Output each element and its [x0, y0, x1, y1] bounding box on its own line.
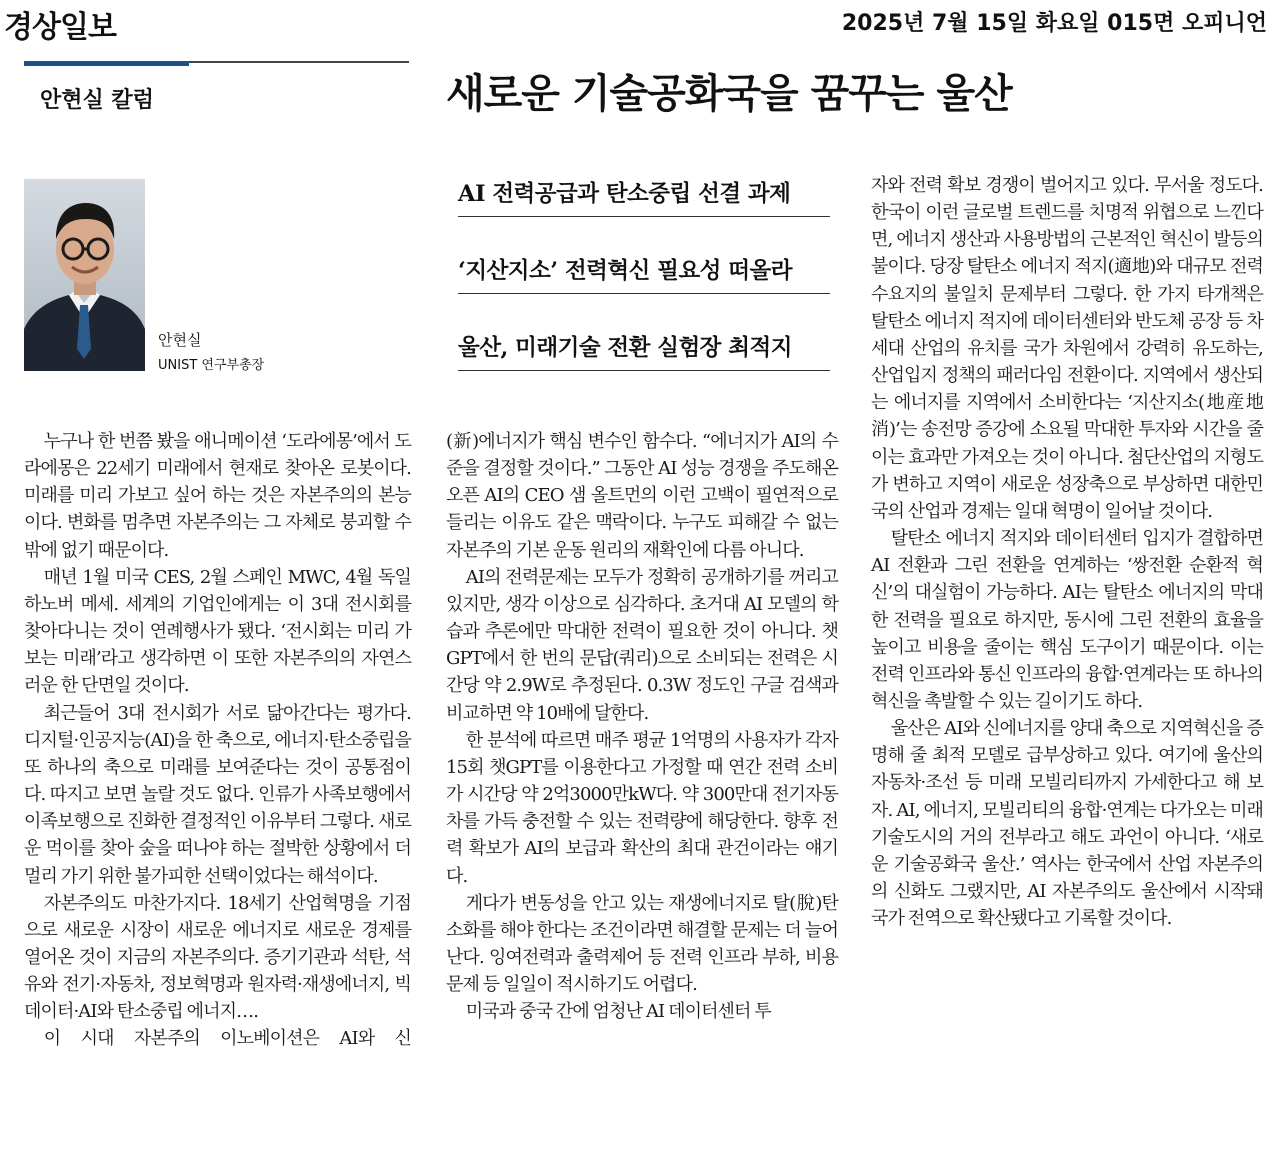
- paragraph: 자와 전력 확보 경쟁이 벌어지고 있다. 무서울 정도다. 한국이 이런 글로벌 트렌드를 치명적 위협으로 느낀다면, 에너지 생산과 사용방법의 근본적인 혁신이 발등의 불이다. 당장 탈탄소 에너지 적지(適地)와 대규모 전력 수요지의 불일치 문제부터 그렇다. 한 가지 타개책은 탈탄소 에너지 적지에 데이터센터와 반도체 공장 등 차세대 산업의 유치를 국가 차원에서 강력히 유도하는, 산업입지 정책의 패러다임 전환이다. 지역에서 생산되는 에너지를 지역에서 소비한다는 ‘지산지소(地産地消)’는 송전망 증강에 소요될 막대한 투자와 시간을 줄이는 효과만 가져오는 것이 아니다. 첨단산업의 지형도가 변하고 지역이 새로운 성장축으로 부상하면 대한민국의 산업과 경제는 일대 혁명이 일어날 것이다.: [871, 175, 1263, 522]
- paragraph: 자본주의도 마찬가지다. 18세기 산업혁명을 기점으로 새로운 시장이 새로운 에너지로 새로운 경제를 열어온 것이 지금의 자본주의다. 증기기관과 석탄, 석유와 전기·자동차, 정보혁명과 원자력·재생에너지, 빅데이터·AI와 탄소중립 에너지….: [24, 892, 411, 1023]
- article-column-3: [871, 172, 1263, 932]
- paragraph: 매년 1월 미국 CES, 2월 스페인 MWC, 4월 독일 하노버 메세. 세계의 기업인에게는 이 3대 전시회를 찾아다니는 것이 연례행사가 됐다. ‘전시회는 미리 가보는 미래’라고 생각하면 이 또한 자본주의의 자연스러운 한 단면일 것이다.: [24, 566, 411, 697]
- paragraph: 한 분석에 따르면 매주 평균 1억명의 사용자가 각자 15회 챗GPT를 이용한다고 가정할 때 연간 전력 소비가 시간당 약 2억3000만kW다. 약 300만대 전기자동차를 가득 충전할 수 있는 전력량에 해당한다. 향후 전력 확보가 AI의 보급과 확산의 최대 관건이라는 얘기다.: [446, 729, 838, 887]
- paragraph: 울산은 AI와 신에너지를 양대 축으로 지역혁신을 증명해 줄 최적 모델로 급부상하고 있다. 여기에 울산의 자동차·조선 등 미래 모빌리티까지 가세한다고 해 보자. AI, 에너지, 모빌리티의 융합·연계는 다가오는 미래 기술도시의 거의 전부라고 해도 과언이 아니다. ‘새로운 기술공화국 울산.’ 역사는 한국에서 산업 자본주의의 신화도 그랬지만, AI 자본주의도 울산에서 시작돼 국가 전역으로 확산됐다고 기록할 것이다.: [871, 718, 1263, 930]
- paragraph: 최근들어 3대 전시회가 서로 닮아간다는 평가다. 디지털·인공지능(AI)을 한 축으로, 에너지·탄소중립을 또 하나의 축으로 미래를 보여준다는 것이 공통점이다. 따지고 보면 놀랄 것도 없다. 인류가 사족보행에서 이족보행으로 진화한 결정적인 이유부터 그렇다. 새로운 먹이를 찾아 숲을 떠나야 하는 절박한 상황에서 더 멀리 가기 위한 불가피한 선택이었다는 해석이다.: [24, 702, 411, 887]
- paragraph: 탈탄소 에너지 적지와 데이터센터 입지가 결합하면 AI 전환과 그린 전환을 연계하는 ‘쌍전환 순환적 혁신’의 대실험이 가능하다. AI는 탈탄소 에너지의 막대한 전력을 필요로 하지만, 동시에 그린 전환의 효율을 높이고 비용을 줄이는 핵심 도구이기 때문이다. 이는 전력 인프라와 통신 인프라의 융합·연계라는 또 하나의 혁신을 촉발할 수 있는 길이기도 하다.: [871, 528, 1263, 712]
- author-title: UNIST 연구부총장: [158, 358, 265, 373]
- author-photo: [24, 179, 145, 371]
- article-headline: 새로운 기술공화국을 꿈꾸는 울산: [446, 70, 1012, 117]
- article-column-2: [446, 428, 838, 1025]
- newspaper-masthead: 경상일보: [4, 10, 116, 45]
- paragraph: AI의 전력문제는 모두가 정확히 공개하기를 꺼리고 있지만, 생각 이상으로 심각하다. 초거대 AI 모델의 학습과 추론에만 막대한 전력이 필요한 것이 아니다. 챗GPT에서 한 번의 문답(쿼리)으로 소비되는 전력은 시간당 약 2.9W로 추정된다. 0.3W 정도인 구글 검색과 비교하면 약 10배에 달한다.: [446, 566, 838, 724]
- dateline: 2025년 7월 15일 화요일 015면 오피니언: [841, 11, 1267, 36]
- paragraph: 누구나 한 번쯤 봤을 애니메이션 ‘도라에몽’에서 도라에몽은 22세기 미래에서 현재로 찾아온 로봇이다. 미래를 미리 가보고 싶어 하는 것은 자본주의의 본능이다. 변화를 멈추면 자본주의는 그 자체로 붕괴할 수밖에 없기 때문이다.: [24, 431, 411, 561]
- column-rule-accent: [24, 61, 189, 66]
- paragraph: 미국과 중국 간에 엄청난 AI 데이터센터 투: [465, 1001, 771, 1023]
- paragraph: (新)에너지가 핵심 변수인 함수다. “에너지가 AI의 수준을 결정할 것이다.” 그동안 AI 성능 경쟁을 주도해온 오픈 AI의 CEO 샘 올트먼의 이런 고백이 필연적으로 들리는 이유도 같은 맥락이다. 누구도 피해갈 수 없는 자본주의 기본 운동 원리의 재확인에 다름 아니다.: [446, 431, 838, 561]
- article-column-1: [24, 428, 411, 1053]
- subhead-2: ‘지산지소’ 전력혁신 필요성 떠올라: [458, 253, 830, 294]
- subhead-3: 울산, 미래기술 전환 실험장 최적지: [458, 330, 830, 371]
- column-name: 안현실 칼럼: [40, 88, 154, 113]
- paragraph: 게다가 변동성을 안고 있는 재생에너지로 탈(脫)탄소화를 해야 한다는 조건이라면 해결할 문제는 더 늘어난다. 잉여전력과 출력제어 등 전력 인프라 부하, 비용 문제 등 일일이 적시하기도 어렵다.: [446, 892, 838, 996]
- author-name: 안현실: [158, 331, 202, 349]
- paragraph: 이 시대 자본주의 이노베이션은 AI와 신: [43, 1028, 411, 1050]
- subhead-1: AI 전력공급과 탄소중립 선결 과제: [458, 176, 830, 217]
- author-portrait-icon: [24, 179, 145, 371]
